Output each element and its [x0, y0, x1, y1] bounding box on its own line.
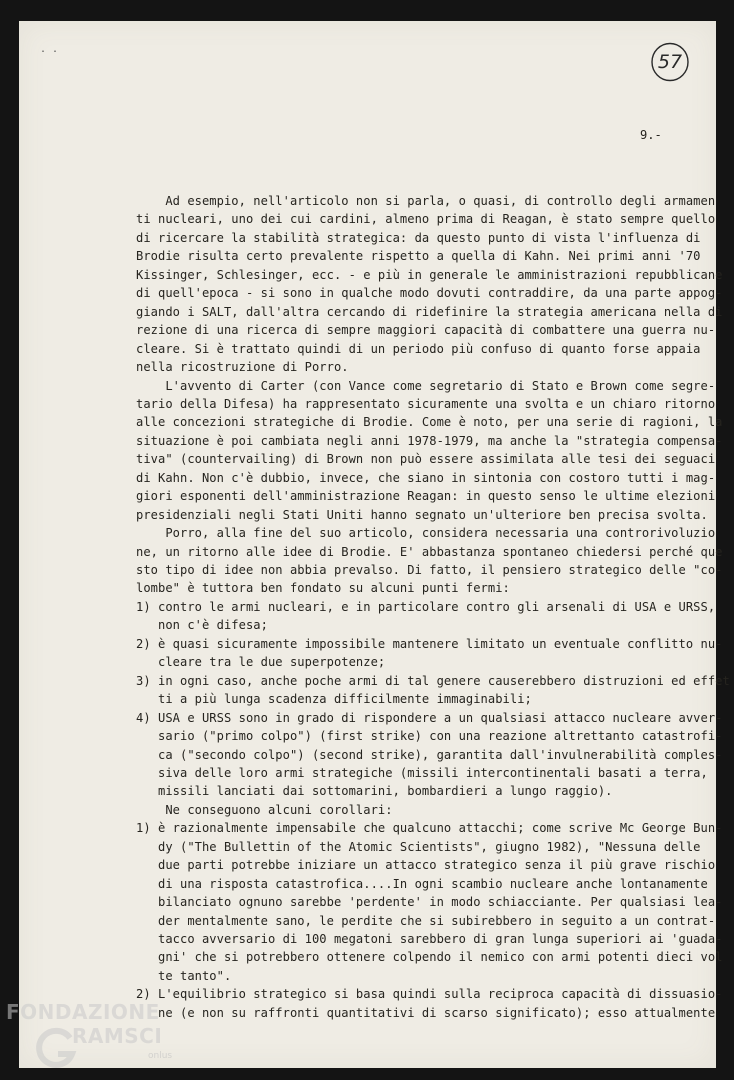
text-line: non c'è difesa; — [136, 618, 268, 633]
text-line: Porro, alla fine del suo articolo, considera necessaria una controrivoluzio — [136, 526, 716, 541]
text-line: rezione di una ricerca di sempre maggiori capacità di combattere una guerra nu- — [136, 323, 716, 338]
text-line: cleare tra le due superpotenze; — [136, 655, 386, 670]
text-line: Ne conseguono alcuni corollari: — [136, 802, 393, 817]
page-number: 9.- — [640, 128, 662, 142]
text-line: di ricercare la stabilità strategica: da questo punto di vista l'influenza di — [136, 230, 701, 245]
text-line: situazione è poi cambiata negli anni 1978-1979, ma anche la "strategia compensa- — [136, 433, 723, 448]
archive-stamp-number: 57 — [657, 51, 683, 73]
text-line: 3) in ogni caso, anche poche armi di tal genere causerebbero distruzioni ed effet — [136, 673, 730, 688]
text-line: gni' che si potrebbero ottenere colpendo il nemico con armi potenti dieci vol — [136, 950, 723, 965]
text-line: 2) è quasi sicuramente impossibile mantenere limitato un eventuale conflitto nu- — [136, 636, 723, 651]
text-line: due parti potrebbe iniziare un attacco strategico senza il più grave rischio — [136, 858, 716, 873]
text-line: te tanto". — [136, 968, 232, 983]
text-line: tacco avversario di 100 megatoni sarebbero di gran lunga superiori ai 'guada- — [136, 932, 723, 946]
text-line: Kissinger, Schlesinger, ecc. - e più in generale le amministrazioni repubblicane — [136, 267, 723, 282]
text-line: lombe" è tuttora ben fondato su alcuni punti fermi: — [136, 581, 510, 596]
text-line: sario ("primo colpo") (first strike) con una reazione altrettanto catastrofi- — [136, 729, 723, 744]
text-line: Ad esempio, nell'articolo non si parla, o quasi, di controllo degli armamen — [136, 194, 716, 208]
text-line: ti a più lunga scadenza difficilmente immaginabili; — [136, 692, 532, 707]
watermark-line2: RAMSCI — [72, 1024, 163, 1048]
text-line: di una risposta catastrofica....In ogni scambio nucleare anche lontanamente — [136, 876, 708, 891]
text-line: 4) USA e URSS sono in grado di rispondere a un qualsiasi attacco nucleare avver- — [136, 710, 723, 725]
text-line: cleare. Si è trattato quindi di un periodo più confuso di quanto forse appaia — [136, 341, 701, 356]
text-line: giando i SALT, dall'altra cercando di ridefinire la strategia americana nella di — [136, 304, 723, 319]
text-line: nella ricostruzione di Porro. — [136, 360, 349, 375]
text-line: ti nucleari, uno dei cui cardini, almeno prima di Reagan, è stato sempre quello — [136, 212, 716, 227]
text-line: 2) L'equilibrio strategico si basa quindi sulla reciproca capacità di dissuasio- — [136, 987, 723, 1002]
text-line: alle concezioni strategiche di Brodie. Come è noto, per una serie di ragioni, la — [136, 415, 723, 430]
text-line: presidenziali negli Stati Uniti hanno segnato un'ulteriore ben precisa svolta. — [136, 507, 708, 522]
text-line: tario della Difesa) ha rappresentato sicuramente una svolta e un chiaro ritorno — [136, 396, 716, 411]
text-line: siva delle loro armi strategiche (missili intercontinentali basati a terra, — [136, 765, 708, 780]
text-line: ca ("secondo colpo") (second strike), garantita dall'invulnerabilità comples- — [136, 747, 723, 762]
watermark-line3: onlus — [148, 1051, 173, 1061]
text-line: tiva" (countervailing) di Brown non può essere assimilata alle tesi dei seguaci — [136, 452, 716, 467]
text-line: Brodie risulta certo prevalente rispetto a quella di Kahn. Nei primi anni '70 — [136, 249, 701, 264]
text-line: di Kahn. Non c'è dubbio, invece, che siano in sintonia con costoro tutti i mag- — [136, 470, 716, 485]
text-line: 1) è razionalmente impensabile che qualcuno attacchi; come scrive Mc George Bun- — [136, 821, 723, 836]
text-line: dy ("The Bullettin of the Atomic Scientists", giugno 1982), "Nessuna delle — [136, 839, 701, 854]
text-line: di quell'epoca - si sono in qualche modo dovuti contraddire, da una parte appog- — [136, 286, 723, 301]
text-line: missili lanciati dai sottomarini, bombardieri a lungo raggio). — [136, 784, 613, 799]
corner-marks: . . — [40, 44, 59, 55]
text-line: giori esponenti dell'amministrazione Reagan: in questo senso le ultime elezioni — [136, 489, 716, 504]
watermark-line1: FONDAZIONE — [6, 1000, 160, 1024]
text-line: sto tipo di idee non abbia prevalso. Di fatto, il pensiero strategico delle "co- — [136, 563, 723, 577]
text-line: ne (e non su raffronti quantitativi di scarso significato); esso attualmente — [136, 1005, 716, 1020]
text-line: der mentalmente sano, le perdite che si subirebbero in seguito a un contrat- — [136, 913, 716, 928]
text-line: bilanciato ognuno sarebbe 'perdente' in modo schiacciante. Per qualsiasi lea- — [136, 895, 723, 910]
text-line: 1) contro le armi nucleari, e in particolare contro gli arsenali di USA e URSS, — [136, 599, 716, 614]
text-line: ne, un ritorno alle idee di Brodie. E' abbastanza spontaneo chiedersi perché que — [136, 544, 723, 559]
text-line: L'avvento di Carter (con Vance come segretario di Stato e Brown come segre- — [136, 378, 716, 393]
